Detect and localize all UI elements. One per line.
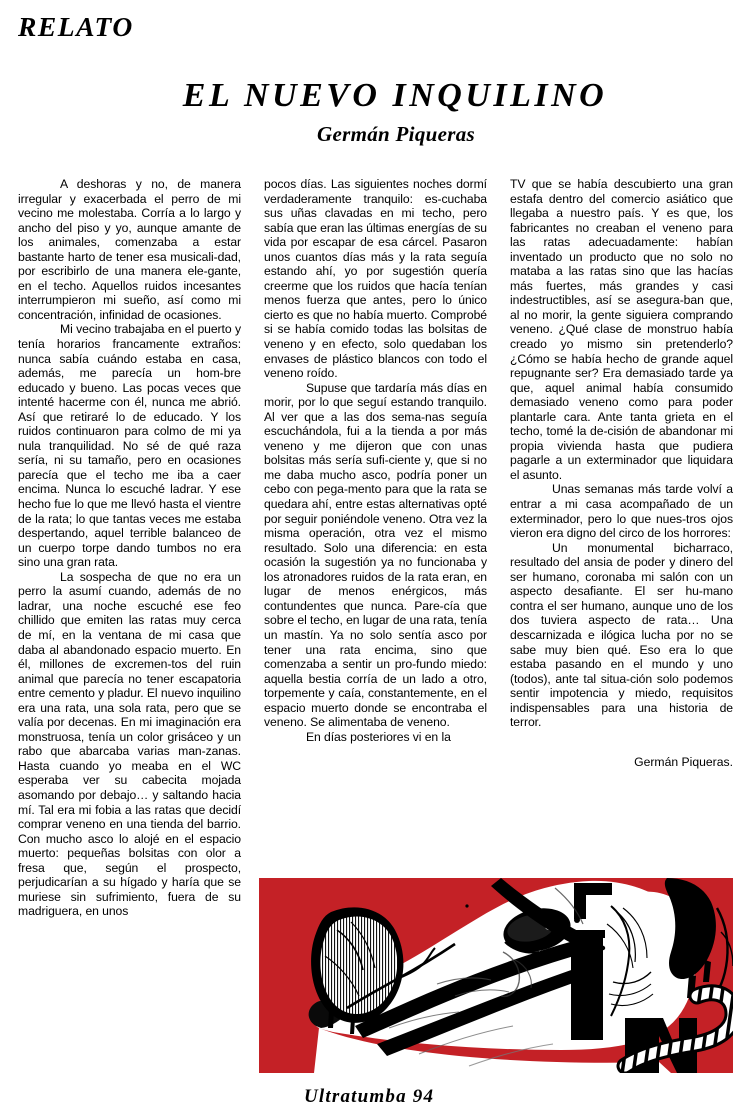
text-column-3 [510,177,733,919]
article-columns [18,177,733,919]
paragraph: Unas semanas más tarde volví a entrar a mi casa acompañado de un exterminador, pero lo que nues-tros ojos vieron era digno del circo de los horrores: [510,482,733,541]
author-signature: Germán Piqueras. [634,754,733,769]
paragraph: Supuse que tardaría más días en morir, por lo que seguí estando tranquilo. Al ver que a las dos sema-nas seguía escuchándola, fui a la tienda a por más veneno y me dijeron que con unas bolsitas más sería sufi-ciente y, que si no me daba mucho asco, podría poner un cebo con pega-mento para que la rata se quedara ahí, entre estas alternativas opté por seguir poniéndole veneno. Otra vez la misma operación, otra vez el mismo resultado. Solo una diferencia: en esta ocasión la sugestión ya no funcionaba y los atronadores ruidos de la rata eran, en lugar de menos enérgicos, más contundentes que nunca. Pare-cía que sobre el techo, en lugar de una rata, tenía un mastín. Ya no solo sentía asco por tener una rata encima, sino que comenzaba a sentir un pro-fundo miedo: aquella bestia corría de un lado a otro, torpemente y caía, constantemente, en el espacio muerto donde se encontraba el veneno. Se alimentaba de veneno. [264,380,488,730]
title-block [0,78,750,147]
paragraph: pocos días. Las siguientes noches dormí verdaderamente tranquilo: es-cuchaba sus uñas clavadas en mi techo, pero sabía que eran las últimas energías de su vida por escapar de esa cárcel. Pasaron unos cuantos días más y la rata seguía estando ahí, yo por sugestión quería creerme que los ruidos que hacía tenían menos fuerza que antes, pero lo único cierto es que no había muerto. Comprobé si se había comido todas las bolsitas de veneno y en efecto, solo quedaban los envases de plástico blancos con todo el veneno roído. [264,177,488,381]
paragraph: La sospecha de que no era un perro la asumí cuando, además de no ladrar, una noche escuché ese feo chillido que emiten las ratas muy cerca de mí, en la ventana de mi casa que daba al abandonado espacio muerto. En él, millones de excremen-tos del ruin animal que parecía no tener escapatoria entre cemento y pladur. El nuevo inquilino era una rata, una sola rata, pero que se valía por decenas. En mi imaginación era monstruosa, tenía un color grisáceo y un rabo que abarcaba varias man-zanas. Hasta cuando yo meaba en el WC esperaba ver su cabecita mojada asomando por debajo… y saltando hacia mí. Tal era mi fobia a las ratas que decidí comprar veneno en una tienda del barrio. Con mucho asco lo alojé en el espacio muerto: pequeñas bolsitas con olor a fresa que, según el prospecto, perjudicarían a su hígado y haría que se muriese sin sufrimiento, fuera de su madriguera, en unos [18,569,241,919]
text-column-2 [264,177,487,919]
paragraph: En días posteriores vi en la [306,729,451,744]
rat-illustration [259,878,733,1073]
paragraph: TV que se había descubierto una gran estafa dentro del comercio asiático que llegaba a nuestro país. Y es que, los fabricantes no creaban el veneno para las ratas adecuadamente: habían inventado un producto que no solo no mataba a las ratas sino que las hacías más fuertes, más grandes y casi indestructibles, así se asegura-ban que, al no morir, la gente siguiera comprando veneno. ¿Qué clase de monstruo había creado yo mismo sin pretenderlo? ¿Cómo se había hecho de grande aquel repugnante ser? Era demasiado tarde ya que, aquel animal había consumido demasiado veneno como para poder plantarle cara. Ante tanta grieta en el techo, tomé la de-cisión de abandonar mi propia vivienda hasta que pudiera pagarle a un exterminador que liquidara el asunto. [510,177,733,482]
paragraph: Un monumental bicharraco, resultado del ansia de poder y dinero del ser humano, coronaba mi salón con un aspecto desafiante. El ser hu-mano contra el ser humano, aunque uno de los dos tuviera aspecto de rata… Una descarnizada e ilógica lucha por no se sabe muy bien qué. Eso era lo que estaba pasando en el mundo y uno (todos), ante tal situa-ción solo podemos sentir impotencia y miedo, requisitos indispensables para una historia de terror. [510,540,733,730]
paragraph: A deshoras y no, de manera irregular y exacerbada el perro de mi vecino me molestaba. Corría a lo largo y ancho del piso y yo, aunque amante de los animales, comenzaba a estar bastante harto de tener esa musicali-dad, por escribirlo de una manera ele-gante, en el techo. Aquellos ruidos incesantes interrumpieron mi sueño, así como mi concentración, infinidad de ocasiones. [18,177,241,322]
buckle [569,930,605,1040]
page-title: EL NUEVO INQUILINO [182,77,608,114]
paragraph: Mi vecino trabajaba en el puerto y tenía horarios francamente extraños: nunca sabía cuándo estaba en casa, además, me parecía un hom-bre educado y bueno. Las pocas veces que intenté hacerme con él, nunca me abrió. Así que retiraré lo de educado. Y los ruidos continuaron para colmo de mi ya nula tranquilidad. No sé de qué raza sería, ni su tamaño, pero en ocasiones parecía que el techo me iba a caer encima. Nunca lo escuché ladrar. Y ese hecho fue lo que me llevó hasta el vientre de la rata; lo que tantas veces me estaba despertando, aquel terrible balanceo de un cuerpo torpe dando tumbos no era sino una gran rata. [18,322,241,570]
section-kicker: RELATO [18,12,134,42]
author-byline: Germán Piqueras [317,121,475,146]
publication-footer: Ultratumba 94 [304,1086,435,1107]
text-column-1 [18,177,241,919]
rat-illustration-artwork [259,878,733,1073]
